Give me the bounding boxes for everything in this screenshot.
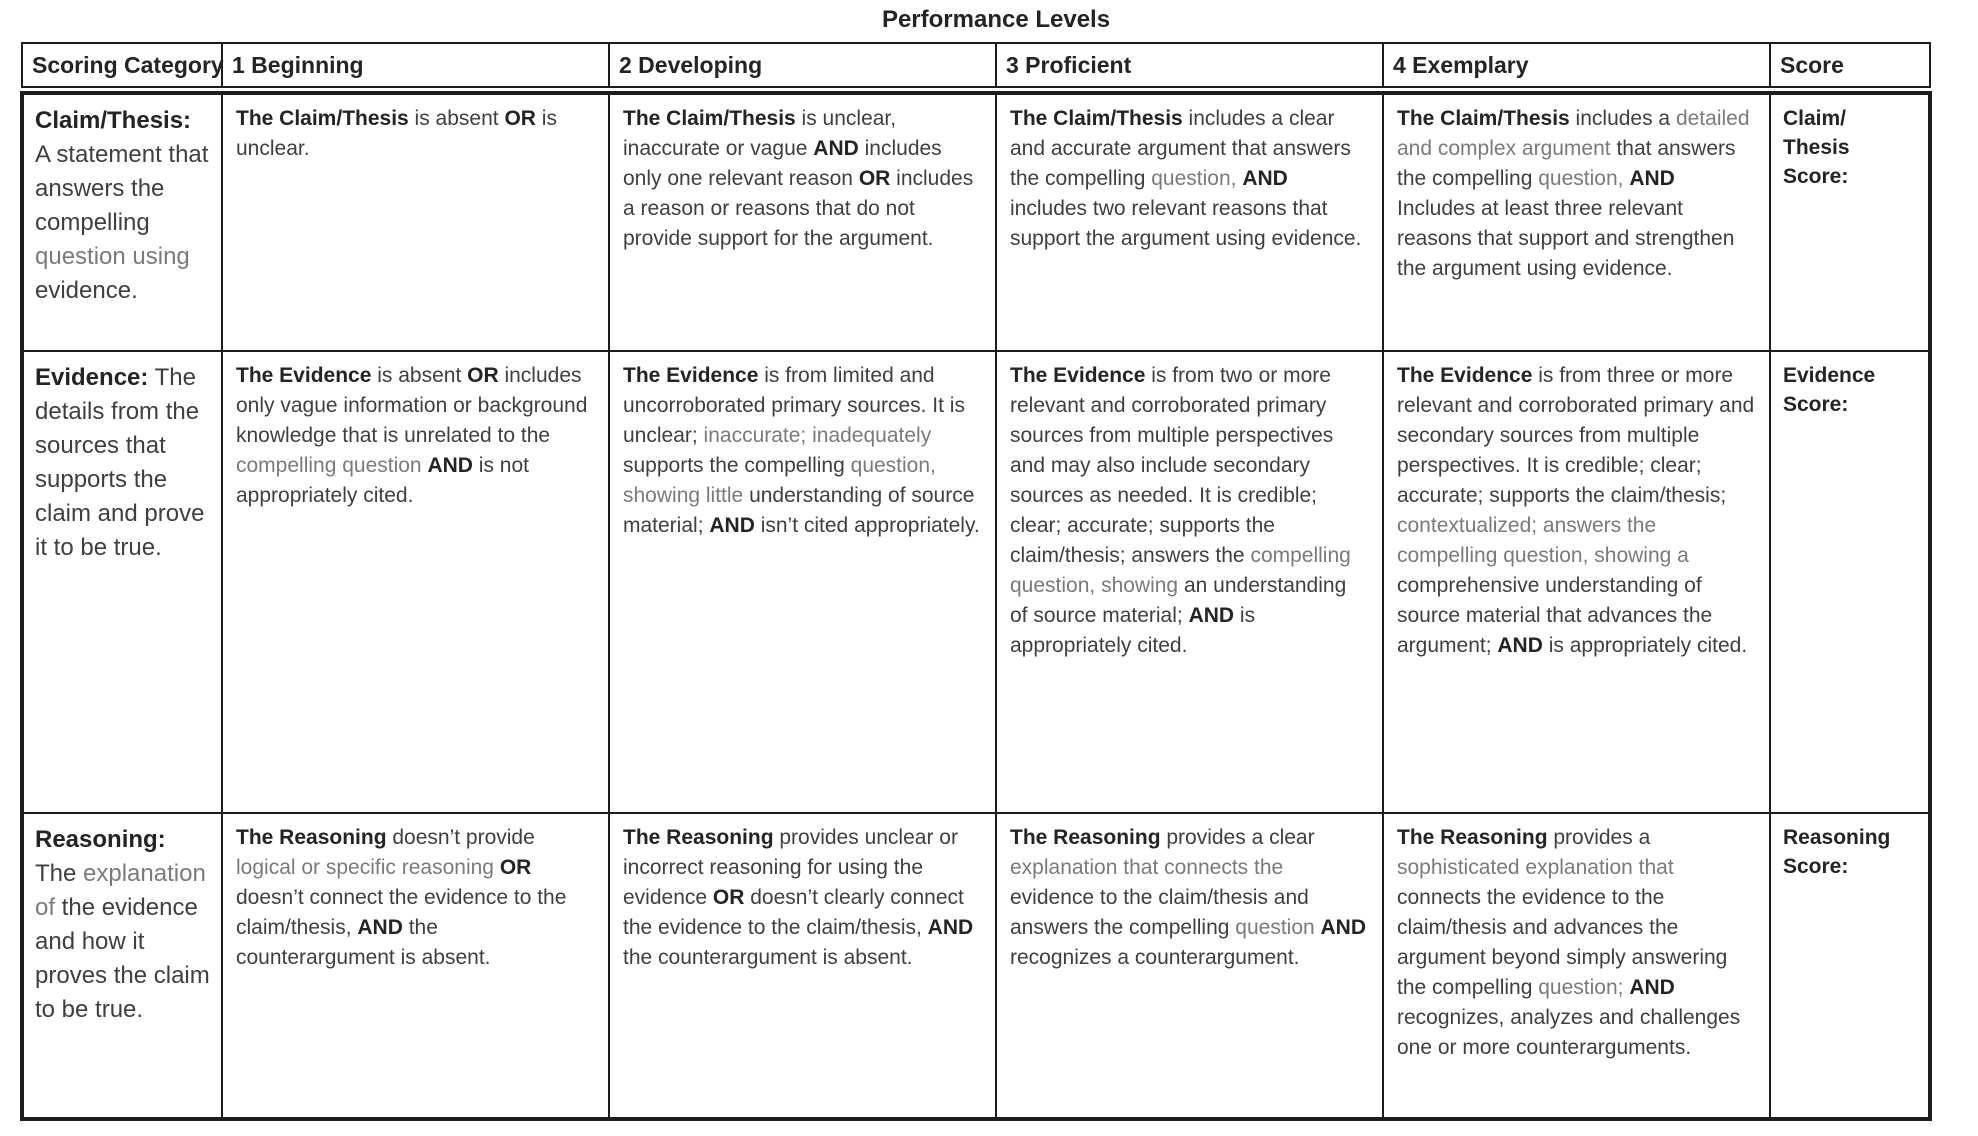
text-run: The Claim/Thesis [1010,107,1183,130]
text-run: AND [813,137,859,160]
text-run: the counterargument is absent. [236,916,491,969]
text-run: The Evidence [623,364,759,387]
text-run: The Reasoning [1397,826,1548,849]
text-run: the evidence and how it proves the claim to be true. [35,894,210,1023]
text-run: The Reasoning [236,826,387,849]
text-run: question, showing little [623,454,936,507]
category-cell-claim-thesis [22,93,222,351]
text-run: AND [1242,167,1288,190]
text-run: The Reasoning [1010,826,1161,849]
text-run: provides a [1547,826,1651,849]
cell-reasoning-developing [609,813,996,1119]
text-run: is from three or more relevant and corroborated primary and secondary sources from multiple perspectives. It is credible; clear; accurate; supports the claim/thesis; [1397,364,1755,507]
text-run: The Reasoning [623,826,774,849]
text-run: evidence. [35,277,138,304]
text-run: OR [712,886,745,909]
cell-evidence-exemplary [1383,351,1770,813]
text-run: AND [427,454,473,477]
text-run: Reasoning: [35,826,166,853]
text-run: the counterargument is absent. [623,946,913,969]
text-run: OR [858,167,891,190]
header-row [22,43,1930,87]
text-run: provides a clear [1160,826,1315,849]
text-run: Score: [1783,165,1849,188]
rubric-row-claim-thesis [22,93,1930,351]
rubric-row-reasoning [22,813,1930,1119]
text-run: supports the compelling [623,454,851,477]
text-run: is not appropriately cited. [236,454,529,507]
text-run: isn’t cited appropriately. [754,514,980,537]
text-run: includes a [1569,107,1676,130]
text-run: The Claim/Thesis [1397,107,1570,130]
text-run: Evidence: [35,364,149,391]
text-run: includes a clear and accurate argument that answers the compelling [1010,107,1351,190]
text-run: contextualized; answers the compelling question, showing a [1397,514,1689,567]
text-run: The Evidence [236,364,372,387]
column-header-proficient: 3 Proficient [996,43,1383,87]
text-run: is absent [408,107,505,130]
text-run: an understanding of source material; [1010,574,1347,627]
cell-reasoning-proficient [996,813,1383,1119]
text-run: sophisticated explanation that [1397,856,1674,879]
text-run: Score: [1783,855,1849,878]
text-run: OR [467,364,499,387]
column-header-developing: 2 Developing [609,43,996,87]
text-run: includes a reason or reasons that do not provide support for the argument. [623,167,974,250]
score-cell-claim-thesis [1770,93,1930,351]
text-run: provides unclear or incorrect reasoning for using the evidence [623,826,958,909]
text-run: The Evidence [1010,364,1146,387]
text-run: understanding of source material; [623,484,975,537]
text-run: AND [1320,916,1367,939]
text-run: question [1235,916,1321,939]
text-run: evidence to the claim/thesis and answers the compelling [1010,886,1309,939]
text-run: The Evidence [1397,364,1533,387]
cell-evidence-proficient [996,351,1383,813]
text-run: AND [1629,167,1675,190]
rubric-row-evidence [22,351,1930,813]
cell-claim-thesis-proficient [996,93,1383,351]
text-run: Includes at least three relevant reasons that support and strengthen the argument using evidence. [1397,197,1735,280]
text-run: inaccurate; inadequately [703,424,932,447]
text-run: The [35,860,84,887]
text-run: doesn’t connect the evidence to the claim/thesis, [236,886,567,939]
text-run: recognizes a counterargument. [1010,946,1300,969]
column-header-beginning: 1 Beginning [222,43,609,87]
text-run: Score: [1783,393,1849,416]
rubric-table [20,6,1932,1121]
text-run: detailed and complex argument [1397,107,1750,160]
cell-evidence-developing [609,351,996,813]
rubric-body [22,93,1930,1119]
text-run: AND [1188,604,1235,627]
text-run: is absent [371,364,468,387]
score-cell-evidence [1770,351,1930,813]
text-run: A statement that answers the compelling [35,141,209,236]
text-run: explanation that connects the [1010,856,1284,879]
title-spacer-left [22,6,222,43]
column-header-scoring-category: Scoring Category [22,43,222,87]
table-title: Performance Levels [881,6,1111,33]
text-run: connects the evidence to the claim/thesis and advances the argument beyond simply answering the compelling [1397,886,1728,999]
text-run: Thesis [1783,136,1850,159]
text-run: includes only vague information or background knowledge that is unrelated to the [236,364,588,447]
text-run: AND [357,916,403,939]
text-run: is appropriately cited. [1542,634,1748,657]
category-cell-evidence [22,351,222,813]
cell-claim-thesis-exemplary [1383,93,1770,351]
title-spacer-right [1770,6,1930,43]
title-row [22,6,1930,43]
text-run: OR [504,107,536,130]
text-run: is from two or more relevant and corroborated primary sources from multiple perspectives and may also include secondary sources as needed. It is credible; clear; accurate; supports the claim/thesis; answers the [1010,364,1334,567]
text-run: AND [709,514,755,537]
text-run: The Claim/Thesis [623,107,796,130]
category-cell-reasoning [22,813,222,1119]
text-run: The details from the sources that supports the claim and prove it to be true. [35,364,205,561]
text-run: question, [1151,167,1243,190]
text-run: doesn’t clearly connect the evidence to the claim/thesis, [623,886,964,939]
text-run: Evidence [1783,364,1876,387]
column-header-score: Score [1770,43,1930,87]
text-run: explanation of [35,860,206,921]
text-run: is unclear. [236,107,557,160]
text-run: question; [1538,976,1630,999]
text-run: The Claim/Thesis [236,107,409,130]
text-run: includes only one relevant reason [623,137,942,190]
text-run: AND [1629,976,1675,999]
text-run: Claim/ [1783,107,1847,130]
score-cell-reasoning [1770,813,1930,1119]
text-run: question using [35,243,190,270]
text-run: OR [499,856,532,879]
text-run: comprehensive understanding of source material that advances the argument; [1397,574,1713,657]
text-run: logical or specific reasoning [236,856,500,879]
cell-reasoning-exemplary [1383,813,1770,1119]
text-run: that answers the compelling [1397,137,1736,190]
column-header-exemplary: 4 Exemplary [1383,43,1770,87]
text-run: AND [927,916,974,939]
text-run: Claim/Thesis: [35,107,192,134]
text-run: doesn’t provide [386,826,535,849]
cell-claim-thesis-developing [609,93,996,351]
cell-reasoning-beginning [222,813,609,1119]
text-run: AND [1497,634,1543,657]
text-run: Reasoning [1783,826,1891,849]
text-run: question, [1538,167,1630,190]
cell-claim-thesis-beginning [222,93,609,351]
text-run: compelling question [236,454,428,477]
text-run: compelling question, showing [1010,544,1351,597]
text-run: is unclear, inaccurate or vague [623,107,897,160]
text-run: recognizes, analyzes and challenges one or more counterarguments. [1397,1006,1741,1059]
text-run: includes two relevant reasons that support the argument using evidence. [1010,197,1362,250]
text-run: is from limited and uncorroborated primary sources. It is unclear; [623,364,965,447]
text-run: is appropriately cited. [1010,604,1256,657]
cell-evidence-beginning [222,351,609,813]
